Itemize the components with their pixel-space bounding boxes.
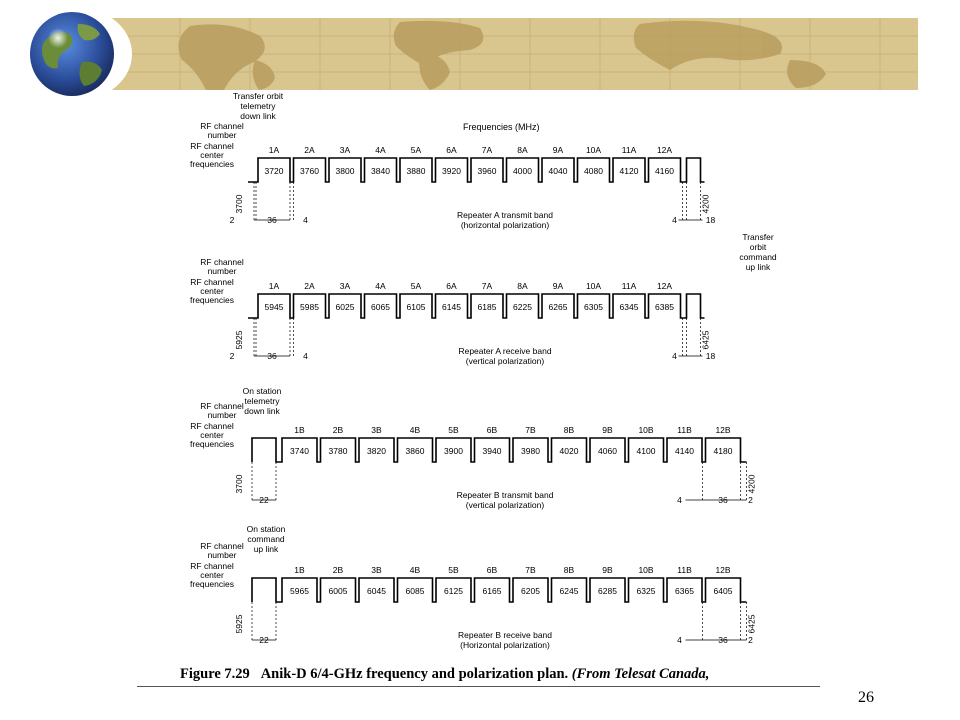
dimension-label: 2 xyxy=(748,635,753,645)
channel-number: 6B xyxy=(486,425,498,435)
center-frequency: 3760 xyxy=(300,166,319,176)
channel-number: 10B xyxy=(638,565,654,575)
channel-number: 11B xyxy=(677,565,692,575)
channel-number: 2A xyxy=(304,281,315,291)
band-edge-high: 4200 xyxy=(746,474,757,494)
center-frequency: 6085 xyxy=(405,586,425,596)
center-frequency: 6365 xyxy=(675,586,694,596)
on-station-command-note: On station xyxy=(246,524,286,534)
band-edge-low: 3700 xyxy=(234,474,244,494)
channel-number: 7B xyxy=(525,425,536,435)
channel-number: 6A xyxy=(446,281,457,291)
dimension-label: 2 xyxy=(229,215,235,225)
rf-channel-number-label: number xyxy=(207,130,237,140)
center-frequency: 6345 xyxy=(619,302,639,312)
center-frequency: 3720 xyxy=(264,166,284,176)
center-frequency: 4140 xyxy=(675,446,694,456)
channel-number: 4B xyxy=(409,425,421,435)
channel-number: 7A xyxy=(481,145,493,155)
dimension-label: 36 xyxy=(267,215,277,225)
dimension-label: 2 xyxy=(748,495,753,505)
channel-number: 3A xyxy=(339,145,351,155)
dimension-label: 36 xyxy=(718,635,728,645)
on-station-telemetry-note: telemetry xyxy=(244,396,280,406)
dimension-label: 4 xyxy=(303,351,308,361)
dimension-label: 22 xyxy=(259,495,269,505)
on-station-command-note: up link xyxy=(253,544,279,554)
transfer-orbit-telemetry-note: down link xyxy=(240,111,276,121)
center-frequency: 3920 xyxy=(442,166,461,176)
center-frequency: 6025 xyxy=(335,302,355,312)
dimension-label: 2 xyxy=(229,351,235,361)
repeater-band-title: Repeater A receive band xyxy=(458,346,552,356)
transfer-orbit-telemetry-note: Transfer orbit xyxy=(232,91,284,101)
channel-number: 4B xyxy=(409,565,421,575)
channel-number: 5A xyxy=(410,281,422,291)
channel-number: 3B xyxy=(371,425,382,435)
channel-number: 12A xyxy=(656,145,673,155)
transfer-orbit-command-note: orbit xyxy=(749,242,767,252)
channel-number: 9B xyxy=(602,425,613,435)
transfer-orbit-command-note: up link xyxy=(745,262,771,272)
rf-center-freq-label: RF channel xyxy=(190,561,234,571)
channel-number: 10B xyxy=(638,425,654,435)
channel-number: 2B xyxy=(332,425,344,435)
channel-number: 4A xyxy=(375,281,386,291)
channel-number: 1B xyxy=(294,425,305,435)
center-frequency: 6265 xyxy=(548,302,568,312)
channel-number: 12B xyxy=(715,425,731,435)
dimension-label: 4 xyxy=(303,215,308,225)
rf-center-freq-label: RF channel xyxy=(190,141,234,151)
channel-number: 11A xyxy=(621,281,637,291)
dimension-label: 18 xyxy=(705,351,716,361)
channel-number: 2B xyxy=(332,565,344,575)
dimension-label: 36 xyxy=(267,351,277,361)
rf-channel-number-label: number xyxy=(207,410,237,420)
center-frequency: 3900 xyxy=(444,446,463,456)
figure-number: Figure 7.29 xyxy=(180,666,250,682)
channel-number: 12A xyxy=(656,281,673,291)
dimension-label: 4 xyxy=(672,215,677,225)
dimension-label: 18 xyxy=(705,215,716,225)
center-frequency: 6065 xyxy=(371,302,390,312)
center-frequency: 6105 xyxy=(406,302,426,312)
frequencies-title: Frequencies (MHz) xyxy=(463,122,540,132)
center-frequency: 6405 xyxy=(713,586,733,596)
rf-center-freq-label: frequencies xyxy=(190,439,234,449)
rf-channel-number-label: number xyxy=(207,266,237,276)
rf-center-freq-label: center xyxy=(200,430,224,440)
band-edge-low: 5925 xyxy=(234,330,244,350)
center-frequency: 6125 xyxy=(444,586,463,596)
center-frequency: 3940 xyxy=(482,446,502,456)
repeater-band-polarization: (vertical polarization) xyxy=(465,500,545,510)
channel-number: 5B xyxy=(448,425,459,435)
rf-center-freq-label: center xyxy=(200,286,224,296)
center-frequency: 3740 xyxy=(290,446,309,456)
channel-number: 4A xyxy=(375,145,386,155)
rf-center-freq-label: frequencies xyxy=(190,159,234,169)
center-frequency: 3880 xyxy=(406,166,426,176)
repeater-band-polarization: (Horizontal polarization) xyxy=(460,640,550,650)
center-frequency: 4160 xyxy=(655,166,674,176)
on-station-command-note: command xyxy=(247,534,285,544)
dimension-label: 4 xyxy=(677,635,682,645)
center-frequency: 5965 xyxy=(290,586,309,596)
center-frequency: 6145 xyxy=(442,302,461,312)
center-frequency: 4080 xyxy=(584,166,603,176)
channel-number: 3B xyxy=(371,565,382,575)
on-station-telemetry-note: down link xyxy=(244,406,280,416)
channel-number: 9A xyxy=(552,145,564,155)
center-frequency: 5945 xyxy=(264,302,284,312)
center-frequency: 3780 xyxy=(328,446,348,456)
center-frequency: 6245 xyxy=(559,586,579,596)
channel-number: 6B xyxy=(486,565,498,575)
repeater-band-polarization: (horizontal polarization) xyxy=(460,220,550,230)
center-frequency: 3840 xyxy=(371,166,390,176)
channel-number: 5B xyxy=(448,565,459,575)
channel-number: 11A xyxy=(621,145,637,155)
channel-number: 10A xyxy=(585,145,602,155)
channel-number: 9A xyxy=(552,281,564,291)
center-frequency: 6285 xyxy=(598,586,617,596)
channel-number: 7A xyxy=(481,281,493,291)
channel-number: 8B xyxy=(563,425,575,435)
transfer-orbit-telemetry-note: telemetry xyxy=(240,101,276,111)
center-frequency: 6185 xyxy=(477,302,497,312)
channel-number: 5A xyxy=(410,145,422,155)
rf-channel-number-label: RF channel xyxy=(200,401,244,411)
center-frequency: 4000 xyxy=(513,166,532,176)
repeater-band-title: Repeater B receive band xyxy=(457,630,553,640)
center-frequency: 4120 xyxy=(619,166,639,176)
rf-center-freq-label: center xyxy=(200,570,224,580)
channel-number: 1A xyxy=(268,145,280,155)
repeater-band-title: Repeater B transmit band xyxy=(456,490,554,500)
dimension-label: 4 xyxy=(672,351,677,361)
channel-number: 6A xyxy=(446,145,457,155)
center-frequency: 3820 xyxy=(367,446,386,456)
band-edge-low: 5925 xyxy=(234,614,244,634)
channel-number: 3A xyxy=(339,281,351,291)
channel-number: 8A xyxy=(517,145,528,155)
rf-channel-number-label: RF channel xyxy=(200,257,244,267)
center-frequency: 3800 xyxy=(335,166,355,176)
center-frequency: 4060 xyxy=(598,446,617,456)
center-frequency: 6205 xyxy=(521,586,540,596)
rf-center-freq-label: frequencies xyxy=(190,579,234,589)
repeater-band-title: Repeater A transmit band xyxy=(457,210,553,220)
center-frequency: 6385 xyxy=(655,302,674,312)
channel-number: 7B xyxy=(525,565,536,575)
center-frequency: 3960 xyxy=(477,166,497,176)
dimension-label: 4 xyxy=(677,495,682,505)
figure-source: (From Telesat Canada, xyxy=(571,666,710,682)
channel-number: 11B xyxy=(677,425,692,435)
center-frequency: 4100 xyxy=(636,446,656,456)
center-frequency: 4040 xyxy=(548,166,568,176)
on-station-telemetry-note: On station xyxy=(242,386,282,396)
transfer-orbit-command-note: Transfer xyxy=(742,232,774,242)
center-frequency: 6325 xyxy=(636,586,656,596)
band-edge-low: 3700 xyxy=(234,194,244,214)
channel-number: 12B xyxy=(715,565,731,575)
rf-center-freq-label: frequencies xyxy=(190,295,234,305)
rf-channel-number-label: RF channel xyxy=(200,121,244,131)
channel-number: 8A xyxy=(517,281,528,291)
rf-channel-number-label: RF channel xyxy=(200,541,244,551)
transfer-orbit-command-note: command xyxy=(739,252,777,262)
channel-number: 9B xyxy=(602,565,613,575)
center-frequency: 6045 xyxy=(367,586,386,596)
center-frequency: 5985 xyxy=(300,302,319,312)
channel-number: 10A xyxy=(585,281,602,291)
dimension-label: 36 xyxy=(718,495,728,505)
center-frequency: 6005 xyxy=(328,586,348,596)
center-frequency: 6165 xyxy=(482,586,502,596)
center-frequency: 4020 xyxy=(559,446,579,456)
rf-center-freq-label: center xyxy=(200,150,224,160)
channel-number: 1B xyxy=(294,565,305,575)
caption-divider xyxy=(137,686,820,687)
figure-caption xyxy=(180,666,709,683)
center-frequency: 3860 xyxy=(405,446,425,456)
page-number: 26 xyxy=(858,689,874,706)
rf-center-freq-label: RF channel xyxy=(190,277,234,287)
center-frequency: 3980 xyxy=(521,446,540,456)
figure-text: Anik-D 6/4-GHz frequency and polarization plan. xyxy=(260,666,569,682)
center-frequency: 6305 xyxy=(584,302,603,312)
center-frequency: 4180 xyxy=(713,446,733,456)
dimension-label: 22 xyxy=(259,635,269,645)
band-edge-high: 4200 xyxy=(700,194,711,214)
repeater-band-polarization: (vertical polarization) xyxy=(465,356,545,366)
center-frequency: 6225 xyxy=(513,302,532,312)
channel-number: 8B xyxy=(563,565,575,575)
channel-number: 2A xyxy=(304,145,315,155)
band-edge-high: 6425 xyxy=(700,330,711,350)
band-edge-high: 6425 xyxy=(746,614,757,634)
rf-channel-number-label: number xyxy=(207,550,237,560)
channel-number: 1A xyxy=(268,281,280,291)
rf-center-freq-label: RF channel xyxy=(190,421,234,431)
